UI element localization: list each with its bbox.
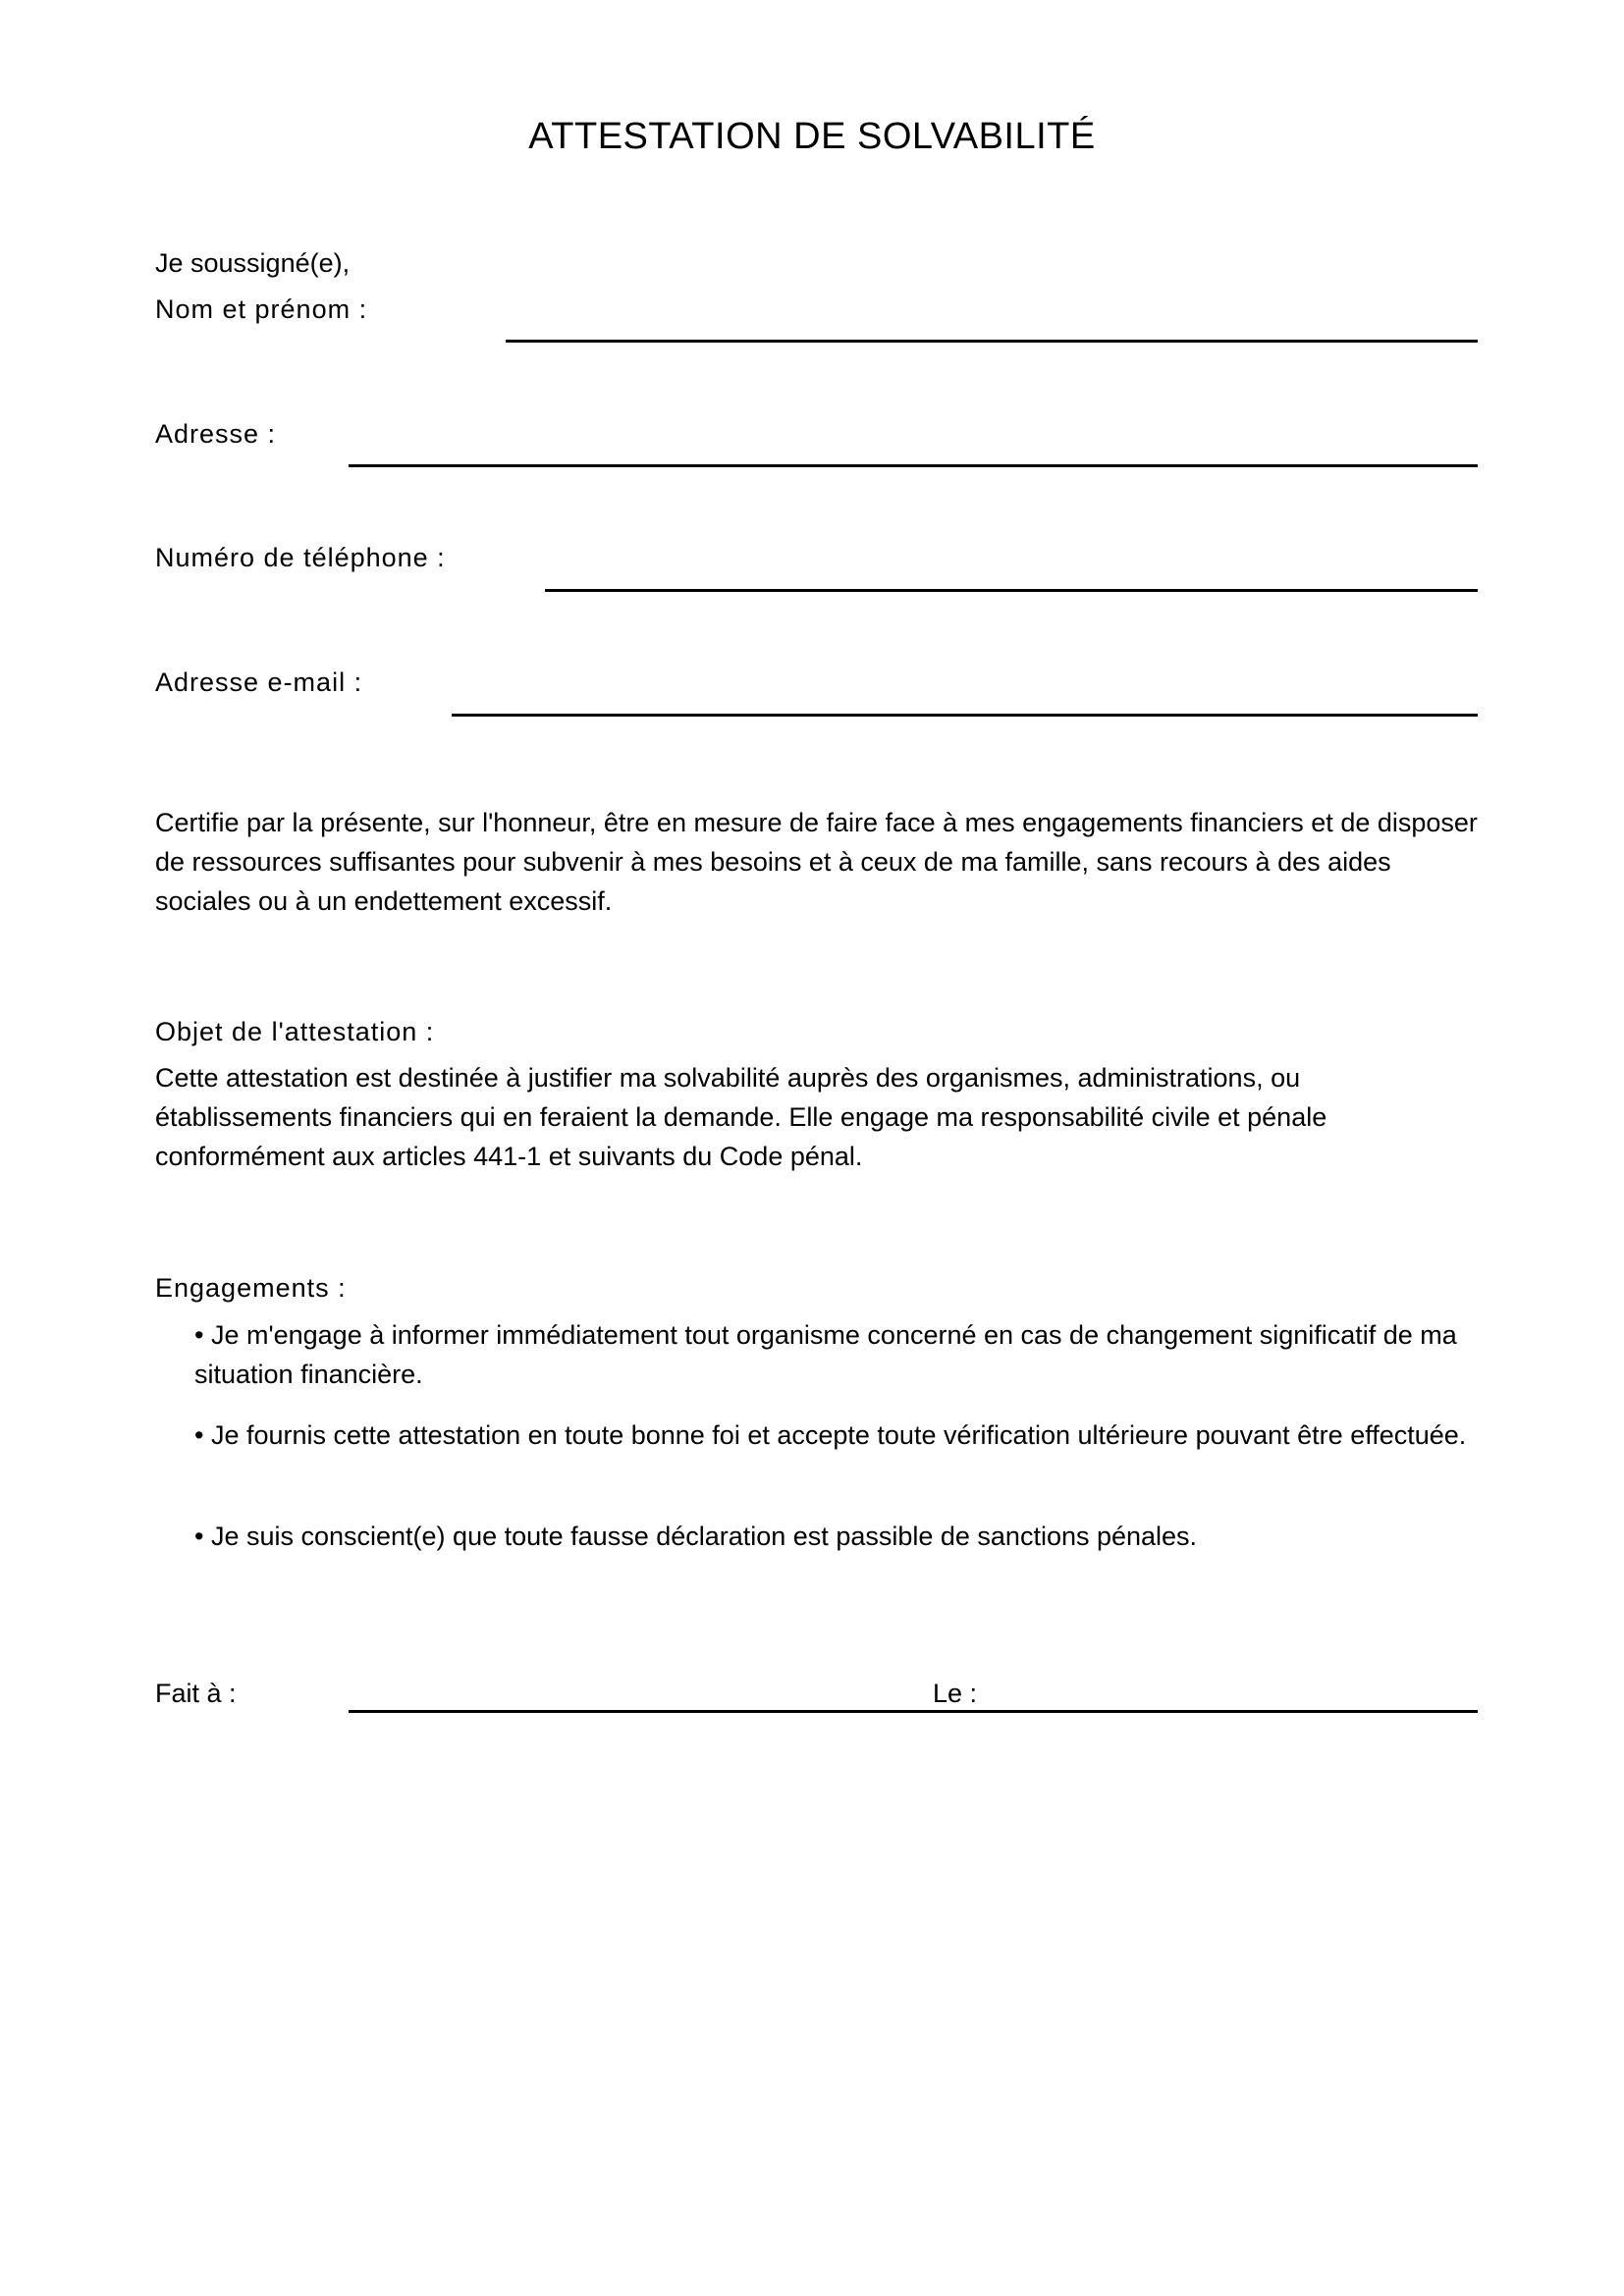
commitment-item: • Je fournis cette attestation en toute bonne foi et accepte toute vérification ultérieure pouvant être effectuée. bbox=[194, 1420, 1467, 1450]
name-label: Nom et prénom : bbox=[155, 294, 368, 324]
address-label: Adresse : bbox=[155, 419, 277, 449]
certification-paragraph bbox=[155, 803, 1481, 921]
name-field-line[interactable] bbox=[506, 340, 1478, 343]
phone-label: Numéro de téléphone : bbox=[155, 543, 446, 572]
commitment-item: • Je m'engage à informer immédiatement tout organisme concerné en cas de changement significatif de ma situation financière. bbox=[194, 1320, 1457, 1389]
email-label: Adresse e-mail : bbox=[155, 667, 363, 697]
commitment-item: • Je suis conscient(e) que toute fausse déclaration est passible de sanctions pénales. bbox=[194, 1522, 1198, 1551]
purpose-text: Cette attestation est destinée à justifier ma solvabilité auprès des organismes, administrations, ou établissements financiers qui en feraient la demande. Elle engage ma responsabilité civile et pénale conformément aux articles 441-1 et suivants du Code pénal. bbox=[155, 1063, 1327, 1171]
place-date-field-line[interactable] bbox=[349, 1710, 1478, 1713]
email-field-line[interactable] bbox=[452, 714, 1478, 717]
commitments-heading: Engagements : bbox=[155, 1273, 347, 1303]
document-title: ATTESTATION DE SOLVABILITÉ bbox=[528, 116, 1096, 157]
date-label: Le : bbox=[933, 1679, 978, 1708]
purpose-paragraph bbox=[155, 1058, 1481, 1176]
certification-text: Certifie par la présente, sur l'honneur, être en mesure de faire face à mes engagements financiers et de disposer de ressources suffisantes pour subvenir à mes besoins et à ceux de ma famille, sans recours à des aides sociales ou à un endettement excessif. bbox=[155, 808, 1478, 916]
purpose-heading: Objet de l'attestation : bbox=[155, 1017, 435, 1046]
place-label: Fait à : bbox=[155, 1679, 237, 1708]
address-field-line[interactable] bbox=[349, 464, 1478, 467]
intro-text: Je soussigné(e), bbox=[155, 248, 351, 278]
phone-field-line[interactable] bbox=[545, 589, 1478, 592]
